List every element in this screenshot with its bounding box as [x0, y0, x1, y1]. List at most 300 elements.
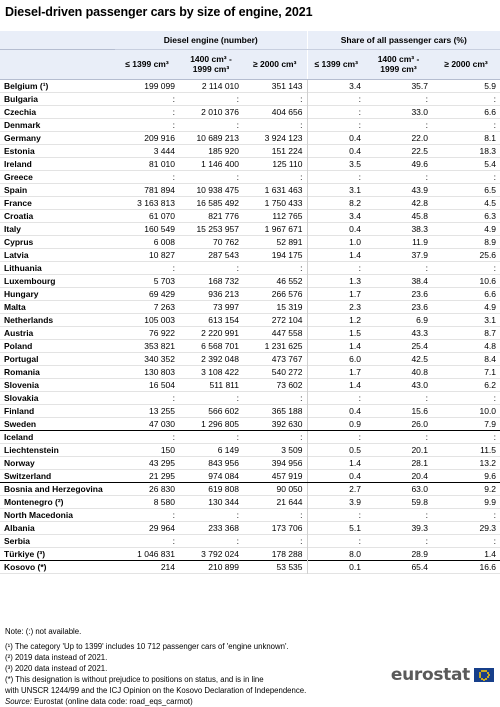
cell-value: :	[300, 119, 303, 130]
row-label: Romania	[4, 366, 40, 377]
cell-value: 10 827	[149, 249, 175, 260]
cell-value: 619 808	[208, 483, 239, 494]
cell-value: 394 956	[271, 457, 303, 468]
cell-value: 1.4	[307, 378, 365, 391]
table-row	[0, 495, 500, 508]
cell-value: 1.4	[484, 548, 497, 559]
cell-value: 150	[160, 444, 175, 455]
row-label: Türkiye (³)	[4, 548, 46, 559]
cell-value: :	[307, 118, 365, 131]
row-label: Malta	[4, 301, 26, 312]
table-row	[0, 456, 500, 469]
header-group-diesel-number: Diesel engine (number)	[115, 31, 307, 49]
cell-value: 2 010 376	[201, 106, 239, 117]
cell-value: 1.7	[307, 365, 365, 378]
cell-value: 6.0	[307, 352, 365, 365]
cell-value: 22.0	[411, 132, 428, 143]
cell-value: 45.8	[411, 210, 428, 221]
table-row	[0, 92, 500, 105]
table-row	[0, 430, 500, 443]
cell-value: 9.6	[432, 469, 500, 482]
cell-value: 1.2	[307, 313, 365, 326]
row-label: Sweden	[0, 417, 115, 430]
cell-value: :	[493, 262, 497, 273]
cell-value: 13 255	[149, 405, 175, 416]
cell-value: :	[425, 392, 428, 403]
cell-value: 43.0	[411, 379, 428, 390]
cell-value: 151 224	[271, 145, 303, 156]
cell-value: 974 084	[179, 469, 243, 482]
cell-value: 16 504	[149, 379, 175, 390]
cell-value: 3.4	[307, 209, 365, 222]
cell-value: :	[236, 171, 239, 182]
cell-value: :	[236, 535, 239, 546]
cell-value: 566 602	[208, 405, 239, 416]
row-label: Liechtenstein	[4, 444, 59, 455]
cell-value: 936 213	[208, 288, 239, 299]
eurostat-wordmark: eurostat	[390, 665, 470, 685]
table-row	[0, 248, 500, 261]
cell-value: 3 163 813	[137, 197, 175, 208]
cell-value: 10 689 213	[196, 132, 239, 143]
cell-value: 3.4	[307, 79, 365, 92]
cell-value: 210 899	[179, 560, 243, 573]
row-label: Greece	[4, 171, 33, 182]
cell-value: 3.1	[484, 314, 497, 325]
cell-value: 10.0	[479, 405, 497, 416]
cell-value: 160 549	[144, 223, 175, 234]
table-row	[0, 235, 500, 248]
cell-value: 28.9	[411, 548, 428, 559]
cell-value: :	[172, 431, 175, 442]
cell-value: 47 030	[115, 417, 179, 430]
row-label: Montenegro (²)	[4, 496, 64, 507]
cell-value: :	[300, 535, 303, 546]
cell-value: :	[307, 170, 365, 183]
cell-value: 6.6	[484, 288, 497, 299]
row-label: Albania	[4, 522, 35, 533]
cell-value: 20.1	[411, 444, 428, 455]
table-row	[0, 118, 500, 131]
table-row	[0, 560, 500, 573]
footnotes	[5, 626, 306, 707]
cell-value: 5.4	[484, 158, 497, 169]
cell-value: :	[172, 392, 175, 403]
cell-value: 340 352	[144, 353, 175, 364]
cell-value: 23.6	[411, 288, 428, 299]
cell-value: 42.8	[411, 197, 428, 208]
cell-value: 53 535	[243, 560, 307, 573]
cell-value: 40.8	[411, 366, 428, 377]
eurostat-logo	[391, 665, 494, 685]
row-label: Cyprus	[4, 236, 34, 247]
row-label: Luxembourg	[4, 275, 56, 286]
row-label: Poland	[4, 340, 33, 351]
cell-value: 5.1	[307, 521, 365, 534]
cell-value: 125 110	[272, 158, 303, 169]
cell-value: 209 916	[144, 132, 175, 143]
cell-value: 214	[115, 560, 179, 573]
cell-value: 29.3	[479, 522, 497, 533]
cell-value: 353 821	[144, 340, 175, 351]
cell-value: 25.4	[411, 340, 428, 351]
cell-value: :	[425, 119, 428, 130]
table-row	[0, 469, 500, 482]
cell-value: 15 319	[276, 301, 303, 312]
cell-value: 1.7	[307, 287, 365, 300]
row-label: Iceland	[4, 431, 34, 442]
row-label: Portugal	[4, 353, 39, 364]
cell-value: 73 997	[213, 301, 239, 312]
table-row	[0, 105, 500, 118]
cell-value: 8.7	[484, 327, 497, 338]
cell-value: 3.1	[307, 183, 365, 196]
flag-star	[487, 676, 489, 678]
cell-value: :	[425, 535, 428, 546]
table-header	[0, 31, 500, 79]
cell-value: 73 602	[276, 379, 303, 390]
cell-value: 39.3	[411, 522, 428, 533]
cell-value: :	[300, 262, 303, 273]
cell-value: 43.3	[411, 327, 428, 338]
cell-value: 8.2	[307, 196, 365, 209]
cell-value: 3 509	[281, 444, 303, 455]
cell-value: 21 644	[276, 496, 303, 507]
cell-value: 9.9	[484, 496, 497, 507]
cell-value: 2 220 991	[201, 327, 239, 338]
cell-value: :	[236, 262, 239, 273]
cell-value: 1.3	[307, 274, 365, 287]
table-row	[0, 313, 500, 326]
cell-value: 0.4	[307, 469, 365, 482]
header-col-share-medium: 1400 cm³ - 1999 cm³	[365, 49, 432, 79]
table-row	[0, 547, 500, 560]
cell-value: :	[425, 431, 428, 442]
cell-value: :	[307, 92, 365, 105]
cell-value: 90 050	[276, 483, 303, 494]
cell-value: 7.1	[484, 366, 497, 377]
cell-value: :	[172, 119, 175, 130]
cell-value: :	[493, 431, 497, 442]
row-label: Norway	[4, 457, 35, 468]
table-row	[0, 131, 500, 144]
data-table-container	[0, 31, 500, 574]
cell-value: :	[307, 391, 365, 404]
cell-value: 2.7	[307, 482, 365, 495]
cell-value: :	[300, 171, 303, 182]
row-label: Croatia	[4, 210, 34, 221]
cell-value: 1 231 625	[264, 340, 303, 351]
cell-value: 6.3	[484, 210, 497, 221]
cell-value: 2 392 048	[201, 353, 239, 364]
row-label: Belgium (¹)	[4, 80, 49, 91]
cell-value: 6 568 701	[201, 340, 239, 351]
header-corner	[0, 31, 115, 49]
cell-value: 8 580	[153, 496, 175, 507]
cell-value: 10 938 475	[196, 184, 239, 195]
cell-value: 0.9	[307, 417, 365, 430]
cell-value: 3 792 024	[201, 548, 239, 559]
cell-value: 11.5	[480, 444, 497, 455]
cell-value: 7 263	[153, 301, 175, 312]
cell-value: 4.9	[484, 223, 497, 234]
cell-value: 1 750 433	[264, 197, 303, 208]
cell-value: 178 288	[271, 548, 303, 559]
cell-value: :	[307, 105, 365, 118]
cell-value: 70 762	[213, 236, 239, 247]
cell-value: :	[493, 392, 497, 403]
header-col-medium: 1400 cm³ - 1999 cm³	[179, 49, 243, 79]
cell-value: 5 703	[153, 275, 175, 286]
cell-value: 105 003	[144, 314, 175, 325]
row-label: France	[4, 197, 32, 208]
table-row	[0, 521, 500, 534]
cell-value: :	[493, 171, 497, 182]
cell-value: 1.4	[307, 456, 365, 469]
cell-value: 351 143	[271, 80, 303, 91]
cell-value: :	[172, 535, 175, 546]
source-label: Source:	[5, 697, 32, 706]
header-blank	[0, 49, 115, 79]
cell-value: 33.0	[411, 106, 428, 117]
cell-value: :	[493, 93, 497, 104]
table-row	[0, 404, 500, 417]
flag-star	[483, 679, 485, 681]
cell-value: :	[307, 534, 365, 547]
cell-value: 59.8	[411, 496, 428, 507]
row-label: Germany	[4, 132, 41, 143]
cell-value: :	[493, 535, 497, 546]
cell-value: 473 767	[271, 353, 303, 364]
row-label: Slovakia	[4, 392, 39, 403]
cell-value: 168 732	[208, 275, 239, 286]
header-col-share-large: ≥ 2000 cm³	[432, 49, 500, 79]
cell-value: 1 146 400	[201, 158, 239, 169]
cell-value: 76 922	[149, 327, 175, 338]
cell-value: 404 656	[271, 106, 303, 117]
cell-value: 1.0	[307, 235, 365, 248]
cell-value: 194 175	[271, 249, 303, 260]
cell-value: 233 368	[208, 522, 239, 533]
cell-value: 8.4	[484, 353, 497, 364]
cell-value: 173 706	[271, 522, 303, 533]
source-text: Eurostat (online data code: road_eqs_carmot)	[34, 697, 193, 706]
eu-flag-icon	[474, 668, 494, 682]
row-label: Latvia	[4, 249, 29, 260]
footnote-2: (²) 2019 data instead of 2021.	[5, 653, 108, 662]
row-label: Bosnia and Herzegovina	[4, 483, 103, 494]
cell-value: 15.6	[411, 405, 428, 416]
flag-star	[479, 674, 481, 676]
table-row	[0, 482, 500, 495]
cell-value: 613 154	[208, 314, 239, 325]
row-label: Denmark	[4, 119, 41, 130]
cell-value: 16 585 492	[196, 197, 239, 208]
table-row	[0, 274, 500, 287]
row-label: Estonia	[4, 145, 35, 156]
cell-value: 7.9	[432, 417, 500, 430]
cell-value: 112 765	[272, 210, 303, 221]
table-row	[0, 352, 500, 365]
cell-value: 4.9	[484, 301, 497, 312]
cell-value: 46 552	[276, 275, 303, 286]
cell-value: 3 108 422	[201, 366, 239, 377]
flag-star	[481, 678, 483, 680]
cell-value: 3.5	[307, 157, 365, 170]
cell-value: 11.9	[412, 236, 428, 247]
cell-value: 821 776	[208, 210, 239, 221]
header-col-large: ≥ 2000 cm³	[243, 49, 307, 79]
cell-value: 781 894	[144, 184, 175, 195]
cell-value: 266 576	[271, 288, 303, 299]
cell-value: 29 964	[149, 522, 175, 533]
cell-value: 1 296 805	[179, 417, 243, 430]
row-label: Czechia	[4, 106, 37, 117]
cell-value: 185 920	[208, 145, 239, 156]
row-label: Finland	[4, 405, 35, 416]
table-row	[0, 170, 500, 183]
table-row	[0, 339, 500, 352]
cell-value: 10.6	[479, 275, 497, 286]
cell-value: :	[236, 509, 239, 520]
cell-value: 1 046 831	[137, 548, 175, 559]
row-label: Austria	[4, 327, 34, 338]
row-label: Italy	[4, 223, 22, 234]
cell-value: 6 008	[153, 236, 175, 247]
cell-value: 8.1	[484, 132, 497, 143]
cell-value: :	[172, 93, 175, 104]
cell-value: 1.4	[307, 339, 365, 352]
footnote-kosovo: (*) This designation is without prejudice to positions on status, and is in line	[5, 675, 264, 684]
cell-value: 199 099	[144, 80, 175, 91]
cell-value: 3 924 123	[264, 132, 303, 143]
row-label: North Macedonia	[4, 509, 73, 520]
note-not-available: Note: (:) not available.	[5, 627, 82, 636]
cell-value: 5.9	[484, 80, 497, 91]
table-row	[0, 287, 500, 300]
header-col-share-small: ≤ 1399 cm³	[307, 49, 365, 79]
cell-value: 26.0	[365, 417, 432, 430]
cell-value: 843 956	[208, 457, 239, 468]
cell-value: 287 543	[208, 249, 239, 260]
table-row	[0, 144, 500, 157]
cell-value: 130 803	[144, 366, 175, 377]
cell-value: :	[236, 93, 239, 104]
cell-value: 1 631 463	[264, 184, 303, 195]
cell-value: 43.9	[411, 184, 428, 195]
cell-value: :	[493, 509, 497, 520]
cell-value: :	[425, 93, 428, 104]
cell-value: 0.4	[307, 222, 365, 235]
cell-value: 130 344	[208, 496, 239, 507]
table-row	[0, 300, 500, 313]
cell-value: 42.5	[411, 353, 428, 364]
flag-star	[479, 672, 481, 674]
table-body	[0, 79, 500, 573]
cell-value: 9.2	[484, 483, 497, 494]
cell-value: :	[307, 261, 365, 274]
table-row	[0, 534, 500, 547]
table-row	[0, 222, 500, 235]
table-row	[0, 326, 500, 339]
cell-value: 0.4	[307, 404, 365, 417]
cell-value: 0.5	[307, 443, 365, 456]
cell-value: 81 010	[149, 158, 175, 169]
row-label: Hungary	[4, 288, 39, 299]
cell-value: 365 188	[271, 405, 303, 416]
table-row	[0, 391, 500, 404]
cell-value: :	[425, 171, 428, 182]
table-row	[0, 378, 500, 391]
cell-value: 22.5	[411, 145, 428, 156]
cell-value: 6 149	[217, 444, 239, 455]
page-title: Diesel-driven passenger cars by size of engine, 2021	[5, 5, 313, 19]
cell-value: 18.3	[479, 145, 497, 156]
row-label: Lithuania	[4, 262, 42, 273]
cell-value: 511 811	[209, 379, 239, 390]
footnote-kosovo-cont: with UNSCR 1244/99 and the ICJ Opinion on the Kosovo Declaration of Independence.	[5, 686, 307, 695]
cell-value: 38.3	[411, 223, 428, 234]
cell-value: 540 272	[271, 366, 303, 377]
cell-value: 65.4	[365, 560, 432, 573]
row-label: Netherlands	[4, 314, 54, 325]
flag-star	[485, 678, 487, 680]
cell-value: 37.9	[411, 249, 428, 260]
cell-value: :	[300, 509, 303, 520]
table-row	[0, 183, 500, 196]
cell-value: :	[236, 119, 239, 130]
flag-star	[487, 672, 489, 674]
cell-value: 0.4	[307, 131, 365, 144]
row-label: Spain	[4, 184, 28, 195]
cell-value: 23.6	[411, 301, 428, 312]
cell-value: 6.2	[484, 379, 497, 390]
cell-value: :	[172, 171, 175, 182]
cell-value: 26 830	[149, 483, 175, 494]
table-row	[0, 443, 500, 456]
cell-value: 4.5	[484, 197, 497, 208]
cell-value: :	[425, 262, 428, 273]
cell-value: 8.9	[484, 236, 497, 247]
cell-value: :	[172, 106, 175, 117]
cell-value: :	[307, 508, 365, 521]
cell-value: 3 444	[153, 145, 175, 156]
cell-value: 1 967 671	[264, 223, 303, 234]
cell-value: 2.3	[307, 300, 365, 313]
cell-value: 69 429	[149, 288, 175, 299]
table-row	[0, 157, 500, 170]
footnote-3: (³) 2020 data instead of 2021.	[5, 664, 108, 673]
cell-value: 0.4	[307, 144, 365, 157]
source-line	[5, 696, 306, 707]
cell-value: 16.6	[432, 560, 500, 573]
cell-value: 15 253 957	[196, 223, 239, 234]
cell-value: 61 070	[149, 210, 175, 221]
cell-value: 272 104	[271, 314, 303, 325]
cell-value: 0.1	[307, 560, 365, 573]
cell-value: :	[300, 431, 303, 442]
table-row	[0, 261, 500, 274]
cell-value: 8.0	[307, 547, 365, 560]
table-row	[0, 417, 500, 430]
cell-value: 52 891	[276, 236, 303, 247]
row-label: Serbia	[4, 535, 30, 546]
cell-value: 49.6	[411, 158, 428, 169]
cell-value: 25.6	[479, 249, 497, 260]
cell-value: 21 295	[115, 469, 179, 482]
cell-value: 392 630	[243, 417, 307, 430]
cell-value: 4.8	[484, 340, 497, 351]
